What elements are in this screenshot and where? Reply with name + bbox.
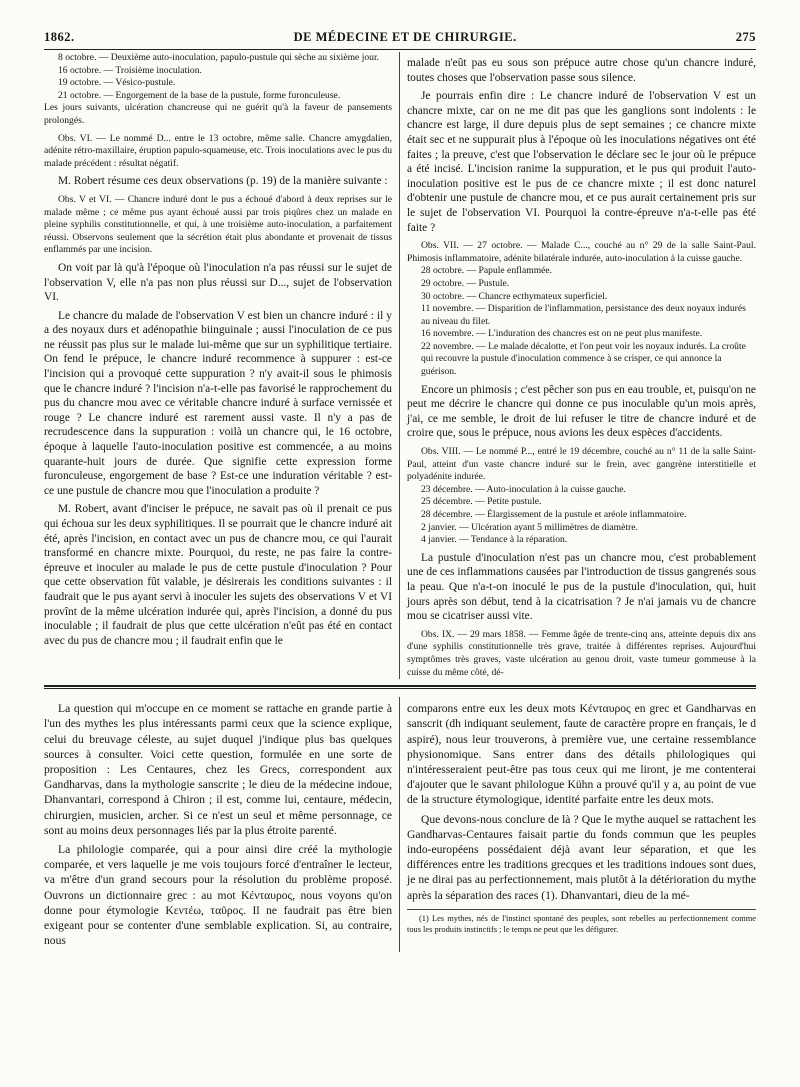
date-line-paragraph: 21 octobre. — Engorgement de la base de la pustule, forme furonculeuse. [58,89,341,101]
bottom-right-column [400,697,756,952]
section-divider-thin [44,688,756,689]
date-line-paragraph: 8 octobre. — Deuxième auto-inoculation, papulo-pustule qui sèche au sixième jour. [58,52,380,63]
big-paragraph: Que devons-nous conclure de là ? Que le mythe auquel se rattachent les Gandharvas-Centaures faisait partie du fonds commun que les peuples indo-européens possédaient déjà avant leur séparation, et que les différences entre les traditions grecques et les traditions indoues sont dues, je ne dirai pas au perfectionnement, mais plutôt à la détérioration du mythe après la séparation des races (1). Dhanvantari, dieu de la mé- [407,812,756,902]
big-noindent-paragraph: comparons entre eux les deux mots Κένταυρος en grec et Gandharvas en sanscrit (dh indiquant seulement, faute de caractère propre en français, le d aspiré), nous leur trouverons, à première vue, une certaine ressemblance physionomique. Sans entrer dans des détails philologiques qui n'intéresseraient peut-être pas tous ceux qui me liront, je me contenterai d'ajouter que le savant philologue Kühn a prouvé qu'il y a, au point de vue de la structure étymologique, identité parfaite entre les deux mots. [407,702,756,807]
big-paragraph: Le chancre du malade de l'observation V est bien un chancre induré : il y a des noyaux durs et adénopathie biinguinale ; aussi l'inoculation de ce pus ne réussit pas plus sur le malade lui-même que sur un syphilitique tertiaire. On fend le prépuce, le chancre induré recommence à suppurer : est-ce l'incision qui a provoqué cette suppuration ? n'y avait-il sous le phimosis que le chancre induré ? l'incision n'a-t-elle pas favorisé le rapprochement du pus du chancre mou avec ce véritable chancre induré à surface vernissée et rouge ? Le chancre induré est rarement aussi vaste. Il n'y a pas de recrudescence dans la suppuration : voilà un chancre qui, le 16 octobre, époque à laquelle l'auto-inoculation positive est commencée, a au moins quarante-huit jours de durée. Que signifie cette expression forme furonculeuse, engorgement de base ? Est-ce une induration véritable ? est-ce une pustule de chancre mou que l'inoculation a produite ? [44,309,392,497]
date-line-paragraph: 22 novembre. — Le malade décalotte, et l'on peut voir les noyaux indurés. La croûte qui recouvre la pustule d'inoculation commence à se crisper, ce qui annonce la guérison. [421,340,746,378]
obs-paragraph: Obs. IX. — 29 mars 1858. — Femme âgée de trente-cinq ans, atteinte depuis dix ans d'une syphilis constitutionnelle très grave, traitée à différentes reprises. Aujourd'hui symptômes très graves, vaste ulcération au genou droit, vaste tumeur gommeuse à la cuisse du même côté, dé- [407,628,756,678]
big-paragraph: M. Robert résume ces deux observations (p. 19) de la manière suivante : [58,175,388,188]
big-paragraph: M. Robert, avant d'inciser le prépuce, ne savait pas où il prenait ce pus qui échoua sur les deux syphilitiques. Il se pourrait que le chancre induré ait été, après l'incision, en contact avec un pus de chancre mou, ce qui l'aurait transformé en chancre mixte. Pourquoi, du reste, ne pas faire la contre-épreuve et inoculer au malade le pus de cette pustule d'inoculation ? Pour que cette observation fût valable, je désirerais les conditions suivantes : il faudrait que le pus ayant servi à inoculer les sujets des observations V et VI provînt de la même ulcération indurée qui, après l'incision, a donné du pus inoculable ; il faudrait de plus que cette ulcération n'eût pas été en contact avec du pus de chancre mou ; il faudrait enfin que le [44,503,392,647]
big-paragraph: Encore un phimosis ; c'est pêcher son pus en eau trouble, et, puisqu'on ne peut me décrire le chancre qui donne ce pus inoculable qu'un mois après, j'ai, ce me semble, le droit de lui refuser le titre de chancre induré et de croire que, sous le prépuce, nous avions les deux espèces d'accidents. [407,383,756,440]
running-header [44,30,756,50]
header-page-number: 275 [735,30,756,44]
big-paragraph: La pustule d'inoculation n'est pas un chancre mou, c'est probablement une de ces inflammations causées par l'introduction de tissus gangrenés sous la peau. Que n'a-t-on inoculé le pus de la pustule d'inoculation, qui, huit jours après son début, tend à la cicatrisation ? Je n'ai jamais vu de chancre mou se cicatriser aussi vite. [407,551,756,623]
bottom-columns [44,697,756,952]
big-paragraph: La question qui m'occupe en ce moment se rattache en grande partie à l'un des mythes les plus intéressants parmi ceux que la science explique, celui du breuvage céleste, au sujet duquel j'indique plus bas quelques sources à consulter. Voici cette question, formulée en une sorte de proposition : Les Centaures, chez les Grecs, correspondent aux Gandharvas, dans la mythologie sanscrite ; le dieu de la médecine indoue, Dhanvantari, correspond à Chiron ; il est, comme lui, centaure, médecin, chirurgien, musicien, archer. Si ce n'est un seul et même personnage, ce sont au moins deux personnages liés par la plus étroite parenté. [44,702,392,837]
date-line-paragraph: 4 janvier. — Tendance à la réparation. [421,534,568,546]
date-line-paragraph: 28 décembre. — Élargissement de la pustule et aréole inflammatoire. [421,509,687,520]
big-paragraph: On voit par là qu'à l'époque où l'inoculation n'a pas réussi sur le sujet de l'observation V, elle n'a pas non plus réussi sur D..., sujet de l'observation VI. [44,261,392,304]
bottom-left-column [44,697,400,952]
date-line-paragraph: 16 octobre. — Troisième inoculation. [58,64,202,76]
section-divider [44,685,756,687]
date-line-paragraph: 29 octobre. — Pustule. [421,277,510,289]
obs-paragraph: Obs. V et VI. — Chancre induré dont le pus a échoué d'abord à deux reprises sur le malade même ; ce même pus ayant échoué aussi par trois piqûres chez un malade en pleine syphilis constitutionnelle, et qui, à une troisième auto-inoculation, a parfaitement réussi. Observons seulement que la sécrétion était plus abondante et provenait de tissus enflammés par une incision. [44,193,392,256]
date-line-paragraph: 28 octobre. — Papule enflammée. [421,265,553,277]
obs-paragraph: Obs. VII. — 27 octobre. — Malade C..., couché au n° 29 de la salle Saint-Paul. Phimosis inflammatoire, adénite bilatérale indurée, auto-inoculation à la cuisse gauche. [407,240,756,264]
footnote: (1) Les mythes, nés de l'instinct spontané des peuples, sont rebelles au perfectionnement comme tous les produits instinctifs ; le temps ne peut que les défigurer. [407,909,756,935]
big-paragraph: La philologie comparée, qui a pour ainsi dire créé la mythologie comparée, et vers laquelle je me vois toujours forcé d'entraîner le lecteur, va m'être d'un grand secours pour la résolution du problème proposé. Ouvrons un dictionnaire grec : au mot Κένταυρος, nous voyons qu'on donne pour étymologie Κεντέω, ταῦρος. Il ne faudrait pas être bien exigeant pour se contenter d'une semblable explication. Si, au contraire, nous [44,842,392,948]
left-column [44,52,400,679]
obs-paragraph: Obs. VI. — Le nommé D... entre le 13 octobre, même salle. Chancre amygdalien, adénite rétro-maxillaire, éruption papulo-squameuse, etc. Trois inoculations avec le pus du malade précédent : résultat négatif. [44,132,392,169]
header-year: 1862. [44,30,75,44]
obs-paragraph: Obs. VIII. — Le nommé P..., entré le 19 décembre, couché au n° 11 de la salle Saint-Paul, atteint d'un vaste chancre induré sur le frein, avec gangrène interstitielle et polyadénite indurée. [407,446,756,483]
date-line-paragraph: 23 décembre. — Auto-inoculation à la cuisse gauche. [421,483,626,495]
date-line-paragraph: 19 octobre. — Vésico-pustule. [58,77,176,89]
date-line-paragraph: 16 novembre. — L'induration des chancres est on ne peut plus manifeste. [421,328,703,340]
small-paragraph: Les jours suivants, ulcération chancreuse qui ne guérit qu'à la faveur de pansements prolongés. [44,102,392,126]
big-paragraph: Je pourrais enfin dire : Le chancre induré de l'observation V est un chancre mixte, car on ne me dit pas que les ganglions sont indolents : le chancre est large, il dure depuis plus de sept semaines ; ce chancre mixte était sec et ne suppurait plus à l'époque où les inoculations négatives ont été faites ; la preuve, c'est que l'observation le déclare sec le jour où le prépuce a été incisé. L'incision ranime la suppuration, et le pus qui produit l'auto-inoculation positive est le pus de ce chancre mixte ; il est donc naturel d'obtenir une pustule de chancre mou, et ce pus aurait certainement pris sur le sujet de l'observation VI. Pourquoi la contre-épreuve n'a-t-elle pas été faite ? [407,90,756,234]
date-line-paragraph: 2 janvier. — Ulcération ayant 5 millimètres de diamètre. [421,521,638,533]
big-noindent-paragraph: malade n'eût pas eu sous son prépuce autre chose qu'un chancre induré, toutes choses que l'observation passe sous silence. [407,57,756,84]
date-line-paragraph: 25 décembre. — Petite pustule. [421,496,542,508]
top-columns [44,52,756,679]
header-title: DE MÉDECINE ET DE CHIRURGIE. [293,30,517,44]
right-column [400,52,756,679]
date-line-paragraph: 30 octobre. — Chancre ecthymateux superficiel. [421,290,608,302]
date-line-paragraph: 11 novembre. — Disparition de l'inflammation, persistance des deux noyaux indurés au niveau du filet. [421,303,746,327]
